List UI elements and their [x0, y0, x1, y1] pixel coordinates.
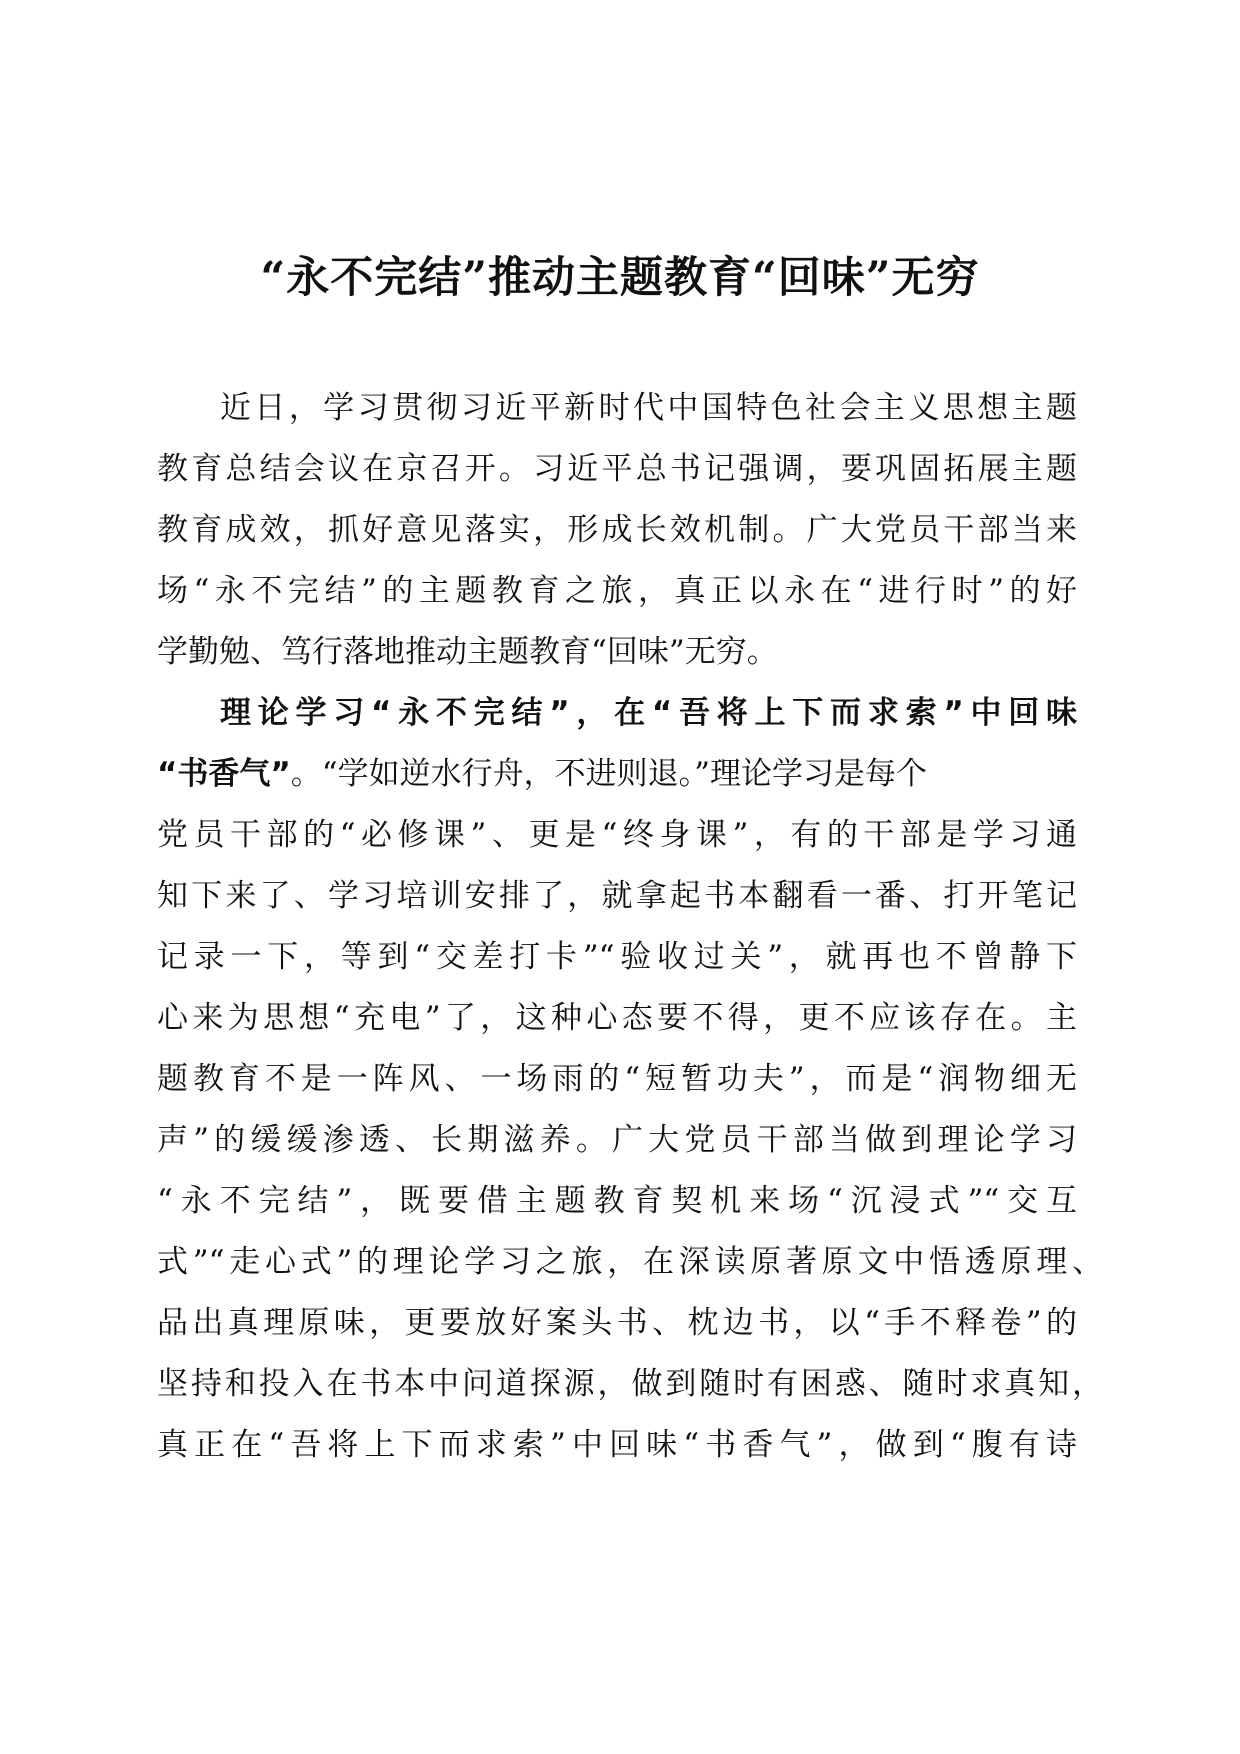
paragraph-line: 式”“走心式”的理论学习之旅，在深读原著原文中悟透原理、	[157, 1244, 1103, 1280]
paragraph-line: 学勤勉、笃行落地推动主题教育“回味”无穷。	[157, 634, 778, 670]
paragraph-line: “永不完结”，既要借主题教育契机来场“沉浸式”“交互	[157, 1183, 1077, 1219]
paragraph-line: 题教育不是一阵风、一场雨的“短暂功夫”，而是“润物细无	[157, 1061, 1077, 1097]
paragraph-line: 场“永不完结”的主题教育之旅，真正以永在“进行时”的好	[157, 573, 1077, 609]
section-heading-line: 理论学习“永不完结”，在“吾将上下而求索”中回味	[220, 695, 1077, 731]
paragraph-line: 党员干部的“必修课”、更是“终身课”，有的干部是学习通	[157, 817, 1077, 853]
paragraph-line: 坚持和投入在书本中问道探源，做到随时有困惑、随时求真知，	[157, 1366, 1103, 1402]
paragraph-line: 心来为思想“充电”了，这种心态要不得，更不应该存在。主	[157, 1000, 1077, 1036]
paragraph-line: 品出真理原味，更要放好案头书、枕边书，以“手不释卷”的	[157, 1305, 1077, 1341]
paragraph-line	[157, 744, 1077, 804]
paragraph-text: 。“学如逆水行舟，不进则退。”理论学习是每个	[290, 756, 927, 792]
paragraph-line: 教育成效，抓好意见落实，形成长效机制。广大党员干部当来	[157, 512, 1077, 548]
paragraph-line: 教育总结会议在京召开。习近平总书记强调，要巩固拓展主题	[157, 451, 1077, 487]
paragraph-line: 知下来了、学习培训安排了，就拿起书本翻看一番、打开笔记	[157, 878, 1077, 914]
section-heading-end: “书香气”	[157, 756, 291, 792]
paragraph-line: 声”的缓缓渗透、长期滋养。广大党员干部当做到理论学习	[157, 1122, 1077, 1158]
paragraph-line: 真正在“吾将上下而求索”中回味“书香气”，做到“腹有诗	[157, 1427, 1077, 1463]
paragraph-line: 近日，学习贯彻习近平新时代中国特色社会主义思想主题	[220, 390, 1077, 426]
paragraph-line: 记录一下，等到“交差打卡”“验收过关”，就再也不曾静下	[157, 939, 1077, 975]
document-title: “永不完结”推动主题教育“回味”无穷	[260, 253, 980, 303]
